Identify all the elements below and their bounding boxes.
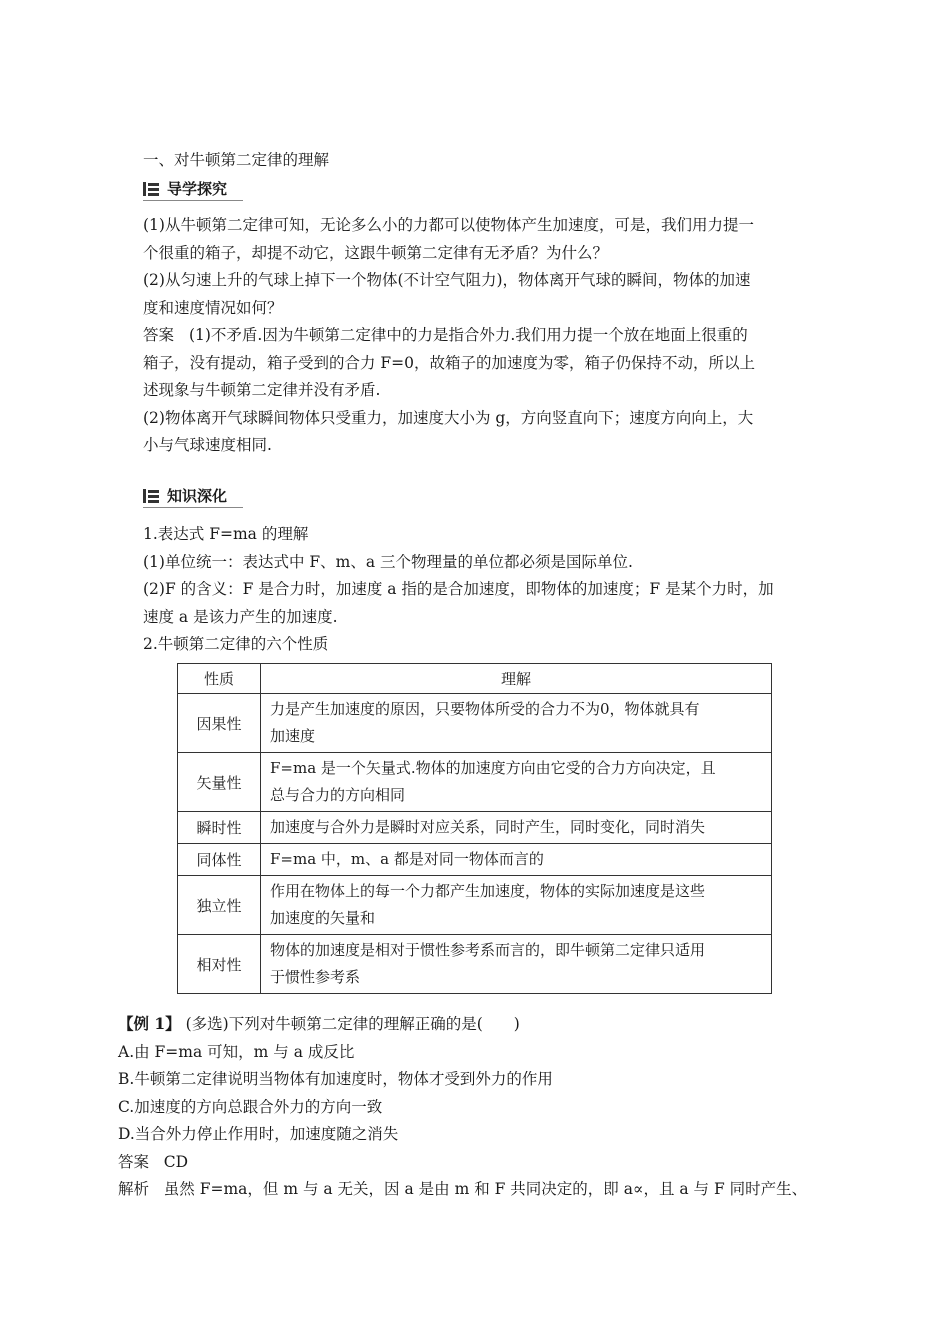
option-d: D.当合外力停止作用时，加速度随之消失 [118,1125,399,1143]
example-analysis-label: 解析 [118,1180,150,1198]
property-desc-line: 加速度 [270,727,316,745]
answer-2-line-2: 小与气球速度相同. [143,436,272,454]
answer-1-line-2: 箱子，没有提动，箱子受到的合力 F=0，故箱子的加速度为零，箱子仍保持不动，所以上 [143,353,756,372]
table-header-row [178,664,772,694]
property-desc [261,844,772,876]
section-title: 一、对牛顿第二定律的理解 [143,151,330,169]
table-row [178,753,772,812]
property-desc-line: 于惯性参考系 [270,968,361,986]
property-desc-line: 力是产生加速度的原因，只要物体所受的合力不为0，物体就具有 [270,700,700,718]
property-desc [261,876,772,935]
table-header-cell: 理解 [261,664,772,694]
table-row [178,812,772,844]
table-row [178,876,772,935]
guide-heading-text: 导学探究 [167,180,228,198]
table-row [178,844,772,876]
option-a: A.由 F=ma 可知，m 与 a 成反比 [118,1042,355,1061]
property-desc-line: F=ma 中，m、a 都是对同一物体而言的 [270,850,544,868]
example-answer-label: 答案 [118,1152,150,1171]
properties-table [177,663,772,994]
knowledge-point-2: 2.牛顿第二定律的六个性质 [143,635,329,653]
property-name: 相对性 [178,935,261,994]
property-name: 瞬时性 [178,812,261,844]
example-block [118,1010,818,1204]
example-label: 【例 1】 [118,1014,181,1033]
question-2-line-1: (2)从匀速上升的气球上掉下一个物体(不计空气阻力)，物体离开气球的瞬间，物体的加速 [143,271,751,289]
property-name: 矢量性 [178,753,261,812]
property-desc [261,812,772,844]
property-desc-line: 加速度的矢量和 [270,909,376,927]
property-desc-line: 加速度与合外力是瞬时对应关系，同时产生，同时变化，同时消失 [270,818,706,836]
guide-heading-underline [143,200,243,201]
answer-line-1 [143,322,813,350]
knowledge-heading [143,485,227,506]
property-desc [261,694,772,753]
example-analysis: 虽然 F=ma，但 m 与 a 无关，因 a 是由 m 和 F 共同决定的，即 a∝，且 a 与 F 同时产生、 [163,1180,808,1198]
question-1-line-1: (1)从牛顿第二定律可知，无论多么小的力都可以使物体产生加速度，可是，我们用力提一 [143,216,754,234]
property-desc-line: 物体的加速度是相对于惯性参考系而言的，即牛顿第二定律只适用 [270,941,706,959]
example-analysis-line [118,1176,818,1204]
knowledge-heading-underline [143,507,243,508]
knowledge-point-1b-line-2: 速度 a 是该力产生的加速度. [143,607,338,626]
guide-body [143,212,813,460]
example-answer: CD [163,1152,189,1171]
question-2-line-2: 度和速度情况如何？ [143,298,283,317]
property-desc [261,753,772,812]
knowledge-heading-text: 知识深化 [167,487,228,505]
knowledge-point-1a: (1)单位统一：表达式中 F、m、a 三个物理量的单位都必须是国际单位. [143,552,633,571]
answer-2-line-1: (2)物体离开气球瞬间物体只受重力，加速度大小为 g，方向竖直向下；速度方向向上，大 [143,408,754,427]
property-name: 独立性 [178,876,261,935]
option-c: C.加速度的方向总跟合外力的方向一致 [118,1097,383,1116]
option-b: B.牛顿第二定律说明当物体有加速度时，物体才受到外力的作用 [118,1070,553,1088]
answer-1-line-3: 述现象与牛顿第二定律并没有矛盾. [143,381,381,399]
example-answer-line [118,1149,818,1177]
heading-bars-icon [143,182,159,196]
table-row [178,935,772,994]
answer-1-text: (1)不矛盾.因为牛顿第二定律中的力是指合外力.我们用力提一个放在地面上很重的 [188,326,748,344]
answer-label: 答案 [143,326,175,344]
table-row [178,694,772,753]
knowledge-point-1b-line-1: (2)F 的含义：F 是合力时，加速度 a 指的是合加速度，即物体的加速度；F 是某个力时，加 [143,580,774,598]
knowledge-point-1: 1.表达式 F=ma 的理解 [143,525,309,543]
property-name: 因果性 [178,694,261,753]
property-desc-line: F=ma 是一个矢量式.物体的加速度方向由它受的合力方向决定，且 [270,759,716,777]
example-stem-line [118,1010,818,1039]
property-name: 同体性 [178,844,261,876]
guide-heading [143,178,227,199]
property-desc-line: 作用在物体上的每一个力都产生加速度，物体的实际加速度是这些 [270,882,706,900]
property-desc-line: 总与合力的方向相同 [270,786,406,804]
knowledge-body [143,521,813,659]
question-1-line-2: 个很重的箱子，却提不动它，这跟牛顿第二定律有无矛盾？为什么？ [143,243,609,262]
table-header-cell: 性质 [178,664,261,694]
heading-bars-icon [143,489,159,503]
example-stem: (多选)下列对牛顿第二定律的理解正确的是( ) [185,1015,520,1033]
property-desc [261,935,772,994]
